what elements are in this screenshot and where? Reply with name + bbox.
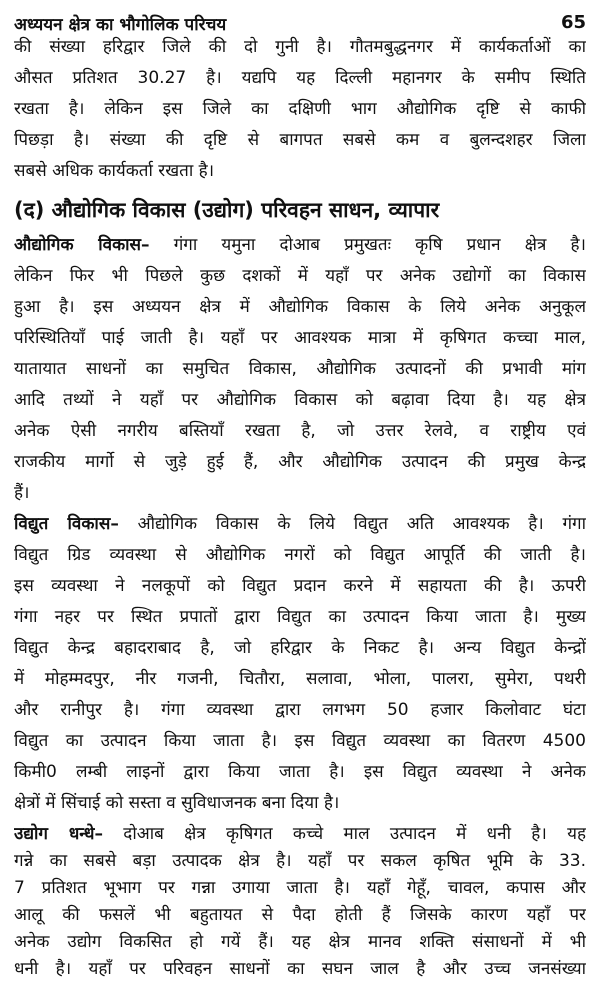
page-number: 65 [560, 12, 586, 33]
industry-term: उद्योग धन्धे– [14, 824, 103, 844]
paragraph-line: यातायात साधनों का समुचित विकास, औद्योगिक उत्पादनों की प्रभावी मांग [14, 359, 586, 379]
industry-first-line: दोआब क्षेत्र कृषिगत कच्चे माल उत्पादन में धनी है। यह [102, 824, 586, 844]
paragraph-line: गंगा नहर पर स्थित प्रपातों द्वारा विद्युत का उत्पादन किया जाता है। मुख्य [14, 607, 586, 627]
paragraph-line: लेकिन फिर भी पिछले कुछ दशकों में यहाँ पर अनेक उद्योगों का विकास [14, 266, 586, 286]
paragraph-line: परिस्थितियाँ पाई जाती है। यहाँ पर आवश्यक मात्रा में कृषिगत कच्चा माल, [14, 328, 586, 348]
paragraph-line: में मोहम्मदपुर, नीर गजनी, चितौरा, सलावा, भोला, पालरा, सुमेरा, पथरी [14, 669, 586, 689]
paragraph-line: विद्युत केन्द्र बहादराबाद है, जो हरिद्वार के निकट है। अन्य विद्युत केन्द्रों [14, 638, 586, 658]
paragraph-line: आलू की फसलें भी बहुतायत से पैदा होती हैं जिसके कारण यहाँ पर [14, 905, 586, 925]
section-heading: (द) औद्योगिक विकास (उद्योग) परिवहन साधन, व्यापार [14, 198, 440, 222]
paragraph-line: धनी है। यहाँ पर परिवहन साधनों का सघन जाल है और उच्च जनसंख्या [14, 959, 586, 979]
paragraph-line [14, 234, 586, 257]
paragraph-line: किमी0 लम्बी लाइनों द्वारा किया जाता है। इस विद्युत व्यवस्था ने अनेक [14, 762, 586, 782]
industrial-first-line: गंगा यमुना दोआब प्रमुखतः कृषि प्रधान क्षेत्र है। [149, 235, 586, 255]
paragraph-line: इस व्यवस्था ने नलकूपों को विद्युत प्रदान करने में सहायता की है। ऊपरी [14, 576, 586, 596]
paragraph-line: की संख्या हरिद्वार जिले की दो गुनी है। गौतमबुद्धनगर में कार्यकर्ताओं का [14, 37, 586, 57]
paragraph-line: पिछड़ा है। संख्या की दृष्टि से बागपत सबसे कम व बुलन्दशहर जिला [14, 130, 586, 150]
electricity-first-line: औद्योगिक विकास के लिये विद्युत अति आवश्यक है। गंगा [118, 514, 586, 534]
running-title: अध्ययन क्षेत्र का भौगोलिक परिचय [14, 15, 227, 35]
paragraph-line: हैं। [14, 483, 30, 503]
industrial-term: औद्योगिक विकास– [14, 235, 150, 255]
paragraph-line: राजकीय मार्गो से जुड़े हुई हैं, और औद्योगिक उत्पादन की प्रमुख केन्द्र [14, 452, 586, 472]
paragraph-line: अनेक ऐसी नगरीय बस्तियाँ रखता है, जो उत्तर रेलवे, व राष्ट्रीय एवं [14, 421, 586, 441]
paragraph-line [14, 513, 586, 536]
paragraph-line: गन्ने का सबसे बड़ा उत्पादक क्षेत्र है। यहाँ पर सकल कृषित भूमि के 33. [14, 851, 586, 871]
paragraph-line: अनेक उद्योग विकसित हो गयें हैं। यह क्षेत्र मानव शक्ति संसाधनों में भी [14, 932, 586, 952]
paragraph-line: आदि तथ्यों ने यहाँ पर औद्योगिक विकास को बढ़ावा दिया है। यह क्षेत्र [14, 390, 586, 410]
paragraph-line: विद्युत ग्रिड व्यवस्था से औद्योगिक नगरों को विद्युत आपूर्ति की जाती है। [14, 545, 586, 565]
paragraph-line [14, 823, 586, 846]
paragraph-line: विद्युत का उत्पादन किया जाता है। इस विद्युत व्यवस्था का वितरण 4500 [14, 731, 586, 751]
paragraph-line: और रानीपुर है। गंगा व्यवस्था द्वारा लगभग 50 हजार किलोवाट घंटा [14, 700, 586, 720]
paragraph-line: औसत प्रतिशत 30.27 है। यद्यपि यह दिल्ली महानगर के समीप स्थिति [14, 68, 586, 88]
paragraph-line: 7 प्रतिशत भूभाग पर गन्ना उगाया जाता है। यहाँ गेहूँ, चावल, कपास और [14, 878, 586, 898]
paragraph-line: क्षेत्रों में सिंचाई को सस्ता व सुविधाजनक बना दिया है। [14, 793, 340, 813]
electricity-term: विद्युत विकास– [14, 514, 119, 534]
paragraph-line: हुआ है। इस अध्ययन क्षेत्र में औद्योगिक विकास के लिये अनेक अनुकूल [14, 297, 586, 317]
paragraph-line: सबसे अधिक कार्यकर्ता रखता है। [14, 161, 215, 181]
paragraph-line: रखता है। लेकिन इस जिले का दक्षिणी भाग औद्योगिक दृष्टि से काफी [14, 99, 586, 119]
